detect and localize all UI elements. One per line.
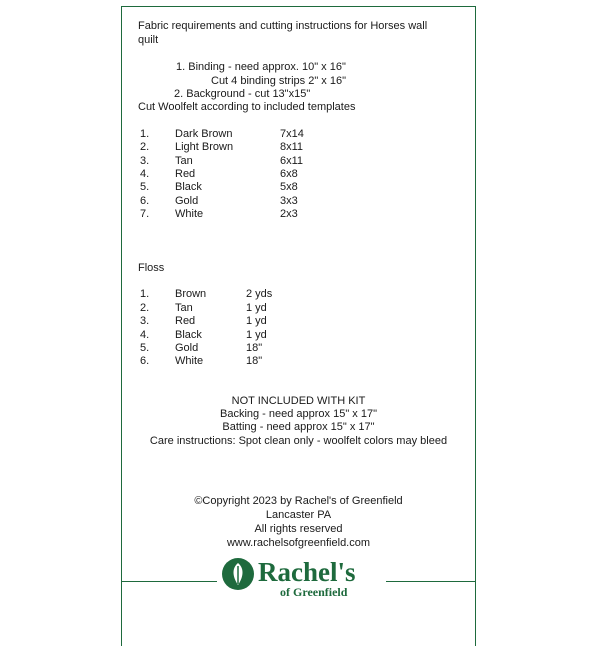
item-number: 1. (140, 288, 150, 300)
item-number: 6. (140, 355, 150, 367)
binding-cut-step: Cut 4 binding strips 2" x 16" (211, 75, 346, 87)
binding-step: 1. Binding - need approx. 10" x 16" (176, 61, 346, 73)
item-color: Black (175, 329, 202, 341)
item-color: Gold (175, 195, 199, 207)
item-number: 1. (140, 128, 150, 140)
item-color: Tan (175, 155, 193, 167)
item-amount: 2 yds (246, 288, 273, 300)
leaf-icon (222, 558, 254, 590)
item-amount: 1 yd (246, 329, 267, 341)
copyright-line: ©Copyright 2023 by Rachel's of Greenfield (194, 495, 403, 507)
not-included-heading: NOT INCLUDED WITH KIT (231, 395, 366, 407)
item-number: 6. (140, 195, 150, 207)
item-color: White (175, 208, 204, 220)
item-color: Red (175, 315, 196, 327)
item-amount: 1 yd (246, 302, 267, 314)
care-instructions: Care instructions: Spot clean only - woolfelt colors may bleed (149, 435, 448, 447)
item-amount: 1 yd (246, 315, 267, 327)
item-size: 2x3 (280, 208, 298, 220)
item-color: Black (175, 181, 202, 193)
page-title: Fabric requirements and cutting instructions for Horses wall quilt (138, 20, 428, 46)
item-amount: 18" (246, 342, 263, 354)
item-size: 5x8 (280, 181, 298, 193)
woolfelt-note: Cut Woolfelt according to included templates (138, 101, 356, 113)
item-number: 3. (140, 315, 150, 327)
footer-divider-right (386, 581, 476, 582)
item-size: 3x3 (280, 195, 298, 207)
batting-note: Batting - need approx 15" x 17" (222, 421, 375, 433)
item-size: 6x8 (280, 168, 298, 180)
item-color: Dark Brown (175, 128, 233, 140)
location-line: Lancaster PA (265, 509, 332, 521)
item-color: Red (175, 168, 196, 180)
item-number: 3. (140, 155, 150, 167)
item-number: 2. (140, 141, 150, 153)
item-number: 5. (140, 181, 150, 193)
item-color: White (175, 355, 204, 367)
background-step: 2. Background - cut 13"x15" (174, 88, 311, 100)
item-color: Tan (175, 302, 193, 314)
item-color: Gold (175, 342, 199, 354)
item-amount: 18" (246, 355, 263, 367)
item-size: 7x14 (280, 128, 304, 140)
item-number: 2. (140, 302, 150, 314)
item-size: 8x11 (280, 141, 304, 153)
item-number: 5. (140, 342, 150, 354)
brand-subtitle: of Greenfield (280, 585, 348, 599)
item-number: 4. (140, 329, 150, 341)
footer-divider-left (121, 581, 217, 582)
website-link[interactable]: www.rachelsofgreenfield.com (226, 537, 371, 549)
item-number: 4. (140, 168, 150, 180)
item-size: 6x11 (280, 155, 304, 167)
item-color: Brown (175, 288, 207, 300)
item-color: Light Brown (175, 141, 234, 153)
backing-note: Backing - need approx 15" x 17" (219, 408, 378, 420)
brand-name: Rachel's (258, 557, 356, 587)
brand-logo (222, 556, 382, 600)
rights-line: All rights reserved (254, 523, 343, 535)
floss-heading: Floss (138, 262, 165, 274)
item-number: 7. (140, 208, 150, 220)
